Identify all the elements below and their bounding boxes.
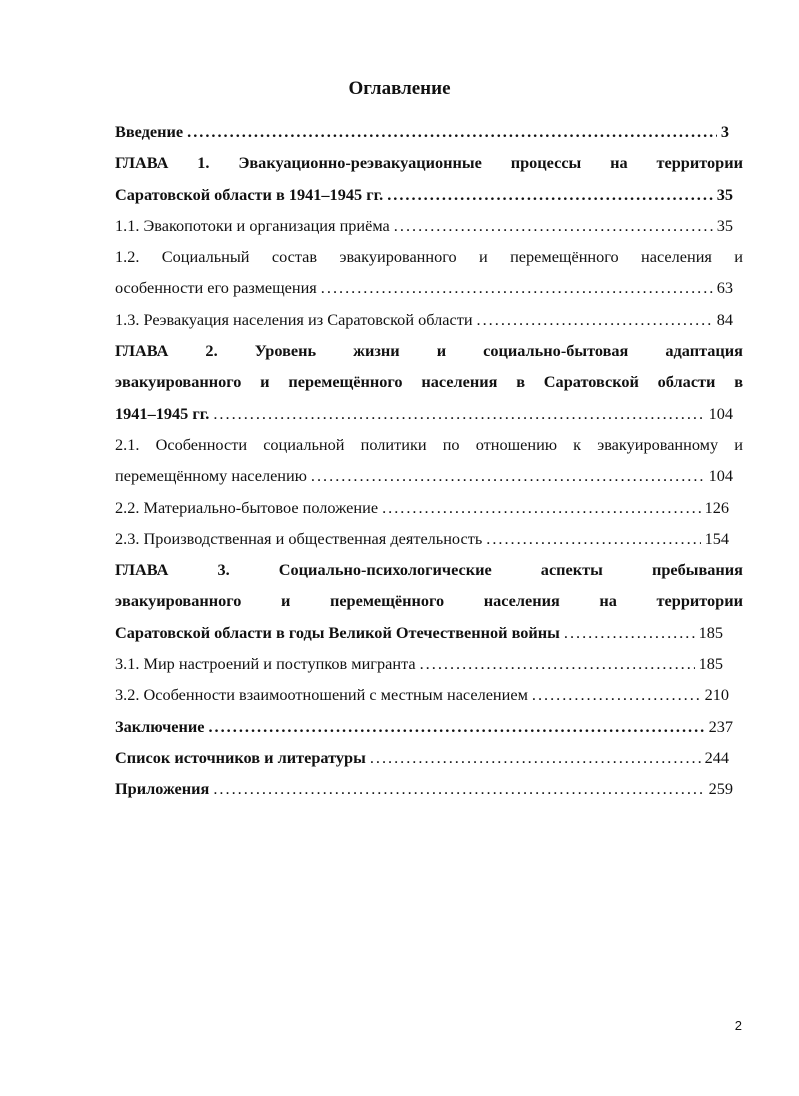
toc-entry-page: 237: [708, 716, 733, 736]
toc-entry-page: 154: [704, 528, 729, 548]
toc-entry-page: 35: [716, 184, 733, 204]
dot-leader: [213, 398, 704, 429]
toc-entry-label: перемещённому населению: [115, 466, 307, 486]
toc-entry-page: 126: [704, 497, 729, 517]
toc-entry-intro: [115, 116, 743, 147]
toc-entry-chapter1-line1: ГЛАВА 1. Эвакуационно-реэвакуационные процессы на территории: [115, 153, 743, 173]
toc-entry-section-2-3: [115, 523, 743, 554]
toc-entry-page: 185: [698, 654, 723, 674]
toc-entry-appendix: [115, 773, 743, 804]
toc-entry-label: Саратовской области в 1941–1945 гг.: [115, 184, 384, 204]
toc-entry-page: 104: [708, 403, 733, 423]
toc-entry-section-2-1-line2: [115, 460, 743, 491]
toc-entry-chapter2-line2: эвакуированного и перемещённого населения в Саратовской области в: [115, 372, 743, 392]
toc-entry-page: 244: [704, 747, 729, 767]
toc-entry-conclusion: [115, 711, 743, 742]
toc-entry-chapter1-line2: [115, 179, 743, 210]
dot-leader: [420, 648, 695, 679]
toc-entry-page: 84: [716, 309, 733, 329]
toc-entry-page: 185: [698, 622, 723, 642]
toc-entry-label: 3.2. Особенности взаимоотношений с местным населением: [115, 685, 528, 705]
toc-entry-label: Заключение: [115, 716, 205, 736]
toc-entry-chapter2-line1: ГЛАВА 2. Уровень жизни и социально-бытовая адаптация: [115, 341, 743, 361]
page-title: Оглавление: [348, 78, 451, 99]
toc-entry-section-3-2: [115, 679, 743, 710]
dot-leader: [208, 711, 704, 742]
toc-entry-label: особенности его размещения: [115, 278, 317, 298]
toc-entry-label: 2.2. Материально-бытовое положение: [115, 497, 379, 517]
toc-entry-label: 2.3. Производственная и общественная деятельность: [115, 528, 483, 548]
toc-entry-label: 3.1. Мир настроений и поступков мигранта: [115, 654, 416, 674]
toc-entry-section-2-1-line1: 2.1. Особенности социальной политики по отношению к эвакуированному и: [115, 434, 743, 454]
dot-leader: [477, 304, 713, 335]
toc-entry-page: 104: [708, 466, 733, 486]
toc-entry-label: 1941–1945 гг.: [115, 403, 210, 423]
toc-entry-section-1-2-line1: 1.2. Социальный состав эвакуированного и перемещённого населения и: [115, 247, 743, 267]
dot-leader: [187, 116, 717, 147]
table-of-contents: [115, 116, 743, 805]
dot-leader: [311, 460, 705, 491]
toc-entry-label: Введение: [115, 122, 184, 141]
toc-entry-label: Приложения: [115, 779, 210, 799]
dot-leader: [321, 272, 713, 303]
toc-entry-section-1-3: [115, 304, 743, 335]
toc-entry-page: 259: [708, 779, 733, 799]
toc-entry-section-2-2: [115, 492, 743, 523]
dot-leader: [486, 523, 700, 554]
toc-entry-page: 63: [716, 278, 733, 298]
dot-leader: [213, 773, 704, 804]
dot-leader: [394, 210, 713, 241]
toc-entry-chapter2-line3: [115, 398, 743, 429]
toc-entry-label: 1.3. Реэвакуация населения из Саратовской области: [115, 309, 473, 329]
dot-leader: [532, 679, 701, 710]
toc-entry-label: Список источников и литературы: [115, 747, 366, 767]
toc-entry-chapter3-line1: ГЛАВА 3. Социально-психологические аспекты пребывания: [115, 560, 743, 580]
toc-entry-sources: [115, 742, 743, 773]
toc-entry-section-1-2-line2: [115, 272, 743, 303]
toc-entry-page: 35: [716, 215, 733, 235]
dot-leader: [370, 742, 701, 773]
toc-entry-chapter3-line3: [115, 617, 743, 648]
dot-leader: [387, 179, 713, 210]
dot-leader: [564, 617, 695, 648]
toc-entry-chapter3-line2: эвакуированного и перемещённого населения на территории: [115, 591, 743, 611]
toc-entry-page: 3: [720, 122, 729, 141]
toc-entry-label: 1.1. Эвакопотоки и организация приёма: [115, 215, 390, 235]
dot-leader: [382, 492, 701, 523]
toc-entry-section-1-1: [115, 210, 743, 241]
page-number: 2: [734, 1018, 742, 1033]
toc-entry-label: Саратовской области в годы Великой Отечественной войны: [115, 622, 560, 642]
toc-entry-section-3-1: [115, 648, 743, 679]
toc-entry-page: 210: [704, 685, 729, 705]
